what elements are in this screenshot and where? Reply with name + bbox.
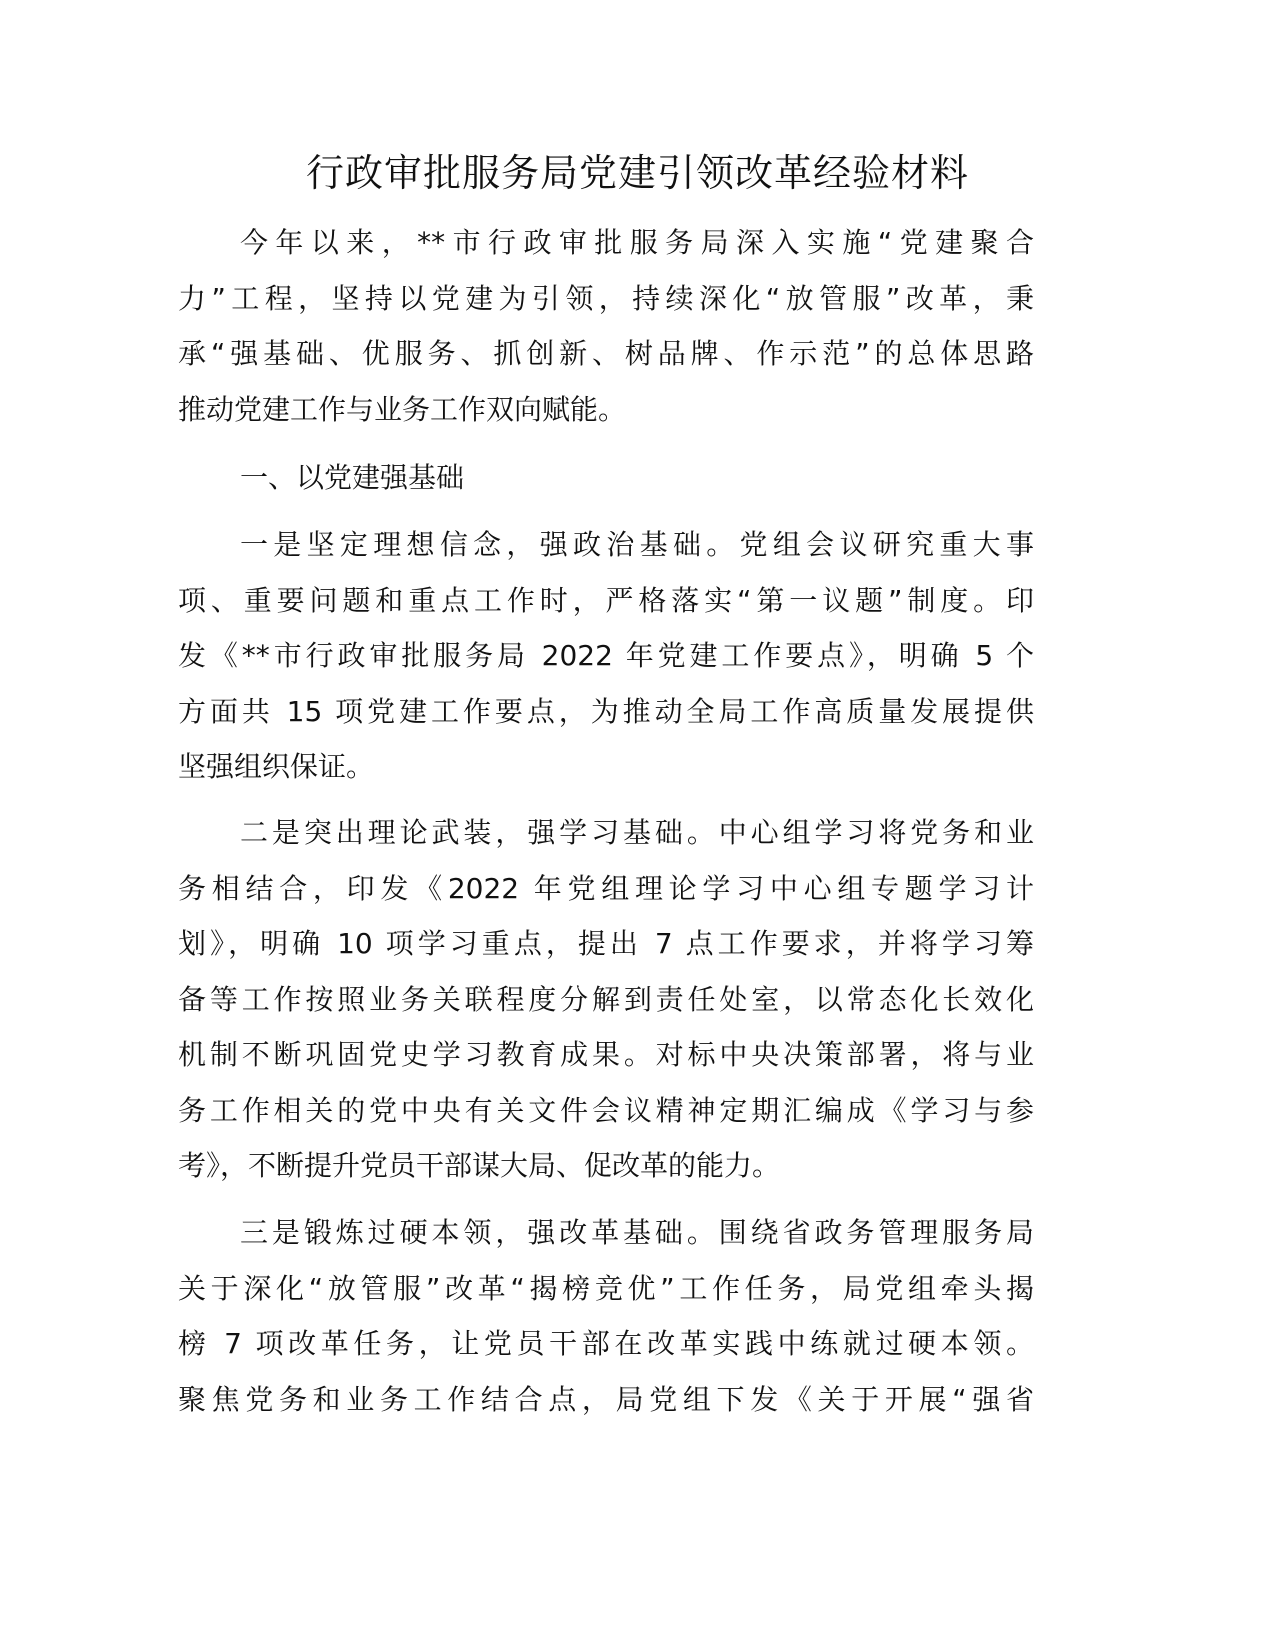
paragraph-line: 务工作相关的党中央有关文件会议精神定期汇编成《学习与参 [178, 1094, 1034, 1127]
paragraph-line: 二是突出理论武装，强学习基础。中心组学习将党务和业 [240, 816, 1034, 849]
paragraph-line: 承“强基础、优服务、抓创新、树品牌、作示范”的总体思路 [178, 337, 1034, 370]
section-heading: 一、以党建强基础 [240, 461, 465, 494]
paragraph-line: 方面共 15 项党建工作要点，为推动全局工作高质量发展提供 [178, 695, 1034, 728]
paragraph-line: 坚强组织保证。 [178, 750, 375, 783]
document-title: 行政审批服务局党建引领改革经验材料 [305, 151, 969, 195]
paragraph-line: 项、重要问题和重点工作时，严格落实“第一议题”制度。印 [178, 584, 1034, 617]
paragraph-line: 备等工作按照业务关联程度分解到责任处室，以常态化长效化 [178, 983, 1034, 1016]
paragraph-line: 今年以来，**市行政审批服务局深入实施“党建聚合 [240, 226, 1034, 259]
paragraph-line: 一是坚定理想信念，强政治基础。党组会议研究重大事 [240, 528, 1034, 561]
paragraph-line: 关于深化“放管服”改革“揭榜竞优”工作任务，局党组牵头揭 [178, 1272, 1034, 1305]
paragraph-line: 机制不断巩固党史学习教育成果。对标中央决策部署，将与业 [178, 1038, 1034, 1071]
paragraph-line: 榜 7 项改革任务，让党员干部在改革实践中练就过硬本领。 [178, 1327, 1034, 1360]
paragraph-line: 考》，不断提升党员干部谋大局、促改革的能力。 [178, 1149, 781, 1182]
paragraph-line: 聚焦党务和业务工作结合点，局党组下发《关于开展“强省 [178, 1383, 1034, 1416]
paragraph-line: 推动党建工作与业务工作双向赋能。 [178, 393, 627, 426]
paragraph-line: 三是锻炼过硬本领，强改革基础。围绕省政务管理服务局 [240, 1216, 1034, 1249]
paragraph-line: 划》，明确 10 项学习重点，提出 7 点工作要求，并将学习筹 [178, 927, 1034, 960]
paragraph-line: 力”工程，坚持以党建为引领，持续深化“放管服”改革，秉 [178, 282, 1034, 315]
paragraph-line: 发《**市行政审批服务局 2022 年党建工作要点》，明确 5 个 [178, 639, 1034, 672]
paragraph-line: 务相结合，印发《2022 年党组理论学习中心组专题学习计 [178, 872, 1034, 905]
